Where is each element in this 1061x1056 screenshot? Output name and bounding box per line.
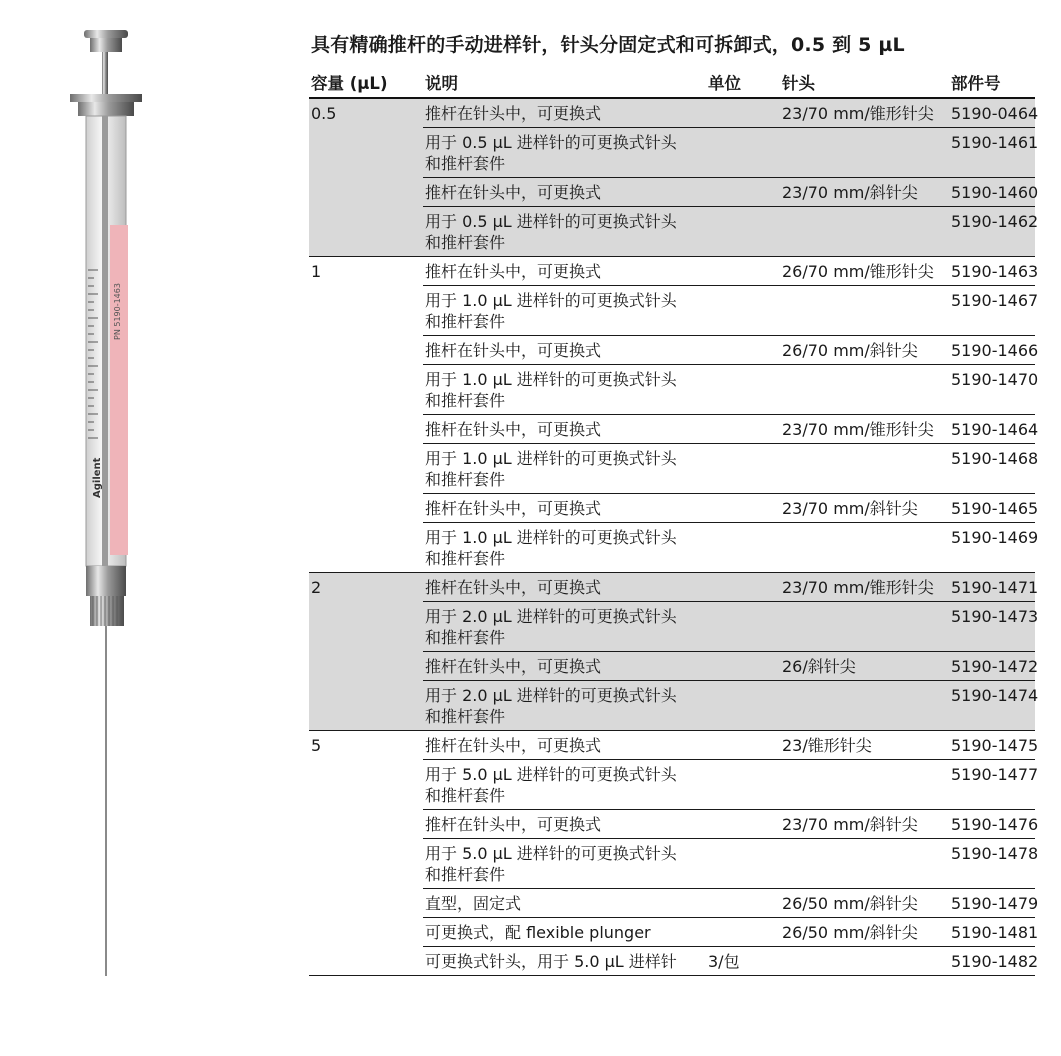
description-text: 可更换式，配 flexible plunger bbox=[425, 923, 651, 942]
description-cell bbox=[423, 257, 706, 286]
needle-cell bbox=[780, 128, 949, 178]
description-text: 推杆在针头中，可更换式 bbox=[425, 262, 602, 281]
description-text: 推杆在针头中，可更换式 bbox=[425, 815, 602, 834]
unit-cell bbox=[706, 336, 780, 365]
capacity-cell: 5 bbox=[309, 731, 423, 976]
unit-cell bbox=[706, 523, 780, 573]
unit-cell bbox=[706, 731, 780, 760]
unit-cell bbox=[706, 652, 780, 681]
description-cell bbox=[423, 573, 706, 602]
description-text: 用于 1.0 µL 进样针的可更换式针头 和推杆套件 bbox=[425, 528, 677, 568]
needle-cell: 23/70 mm/锥形针尖 bbox=[780, 573, 949, 602]
header-part-number: 部件号 bbox=[949, 66, 1035, 98]
unit-cell bbox=[706, 365, 780, 415]
part-number-cell: 5190-0464 bbox=[949, 98, 1035, 128]
part-number-cell: 5190-1471 bbox=[949, 573, 1035, 602]
description-cell bbox=[423, 207, 706, 257]
description-text: 用于 0.5 µL 进样针的可更换式针头 和推杆套件 bbox=[425, 133, 677, 173]
needle-cell bbox=[780, 760, 949, 810]
description-cell bbox=[423, 444, 706, 494]
needle-cell: 26/70 mm/斜针尖 bbox=[780, 336, 949, 365]
table-row bbox=[309, 98, 1035, 128]
part-number-cell: 5190-1472 bbox=[949, 652, 1035, 681]
needle-cell bbox=[780, 523, 949, 573]
description-cell bbox=[423, 810, 706, 839]
description-text: 用于 5.0 µL 进样针的可更换式针头 和推杆套件 bbox=[425, 844, 677, 884]
needle-cell: 23/70 mm/斜针尖 bbox=[780, 178, 949, 207]
part-number-cell: 5190-1479 bbox=[949, 889, 1035, 918]
description-text: 推杆在针头中，可更换式 bbox=[425, 657, 602, 676]
syringe-image bbox=[60, 20, 150, 980]
description-text: 用于 1.0 µL 进样针的可更换式针头 和推杆套件 bbox=[425, 449, 677, 489]
product-table bbox=[309, 66, 1039, 976]
needle-cell bbox=[780, 207, 949, 257]
needle-cell bbox=[780, 681, 949, 731]
needle-cell bbox=[780, 839, 949, 889]
part-number-cell: 5190-1464 bbox=[949, 415, 1035, 444]
part-number-cell: 5190-1461 bbox=[949, 128, 1035, 178]
part-number-cell: 5190-1470 bbox=[949, 365, 1035, 415]
description-cell bbox=[423, 336, 706, 365]
unit-cell bbox=[706, 286, 780, 336]
unit-cell bbox=[706, 98, 780, 128]
description-text: 推杆在针头中，可更换式 bbox=[425, 420, 602, 439]
part-number-cell: 5190-1473 bbox=[949, 602, 1035, 652]
description-text: 推杆在针头中，可更换式 bbox=[425, 183, 602, 202]
needle-cell bbox=[780, 444, 949, 494]
description-cell bbox=[423, 918, 706, 947]
unit-cell bbox=[706, 889, 780, 918]
part-number-cell: 5190-1478 bbox=[949, 839, 1035, 889]
table-header-row bbox=[309, 66, 1035, 98]
description-text: 用于 2.0 µL 进样针的可更换式针头 和推杆套件 bbox=[425, 686, 677, 726]
description-cell bbox=[423, 128, 706, 178]
part-number-cell: 5190-1460 bbox=[949, 178, 1035, 207]
needle-cell: 23/70 mm/锥形针尖 bbox=[780, 415, 949, 444]
description-cell bbox=[423, 947, 706, 976]
unit-cell bbox=[706, 760, 780, 810]
description-cell bbox=[423, 652, 706, 681]
syringe-part-label: PN 5190-1463 bbox=[113, 283, 122, 340]
capacity-cell: 2 bbox=[309, 573, 423, 731]
needle-cell: 23/锥形针尖 bbox=[780, 731, 949, 760]
description-cell bbox=[423, 286, 706, 336]
part-number-cell: 5190-1462 bbox=[949, 207, 1035, 257]
description-cell bbox=[423, 889, 706, 918]
part-number-cell: 5190-1465 bbox=[949, 494, 1035, 523]
part-number-cell: 5190-1463 bbox=[949, 257, 1035, 286]
needle-cell: 26/50 mm/斜针尖 bbox=[780, 918, 949, 947]
header-unit: 单位 bbox=[706, 66, 780, 98]
needle-cell: 23/70 mm/斜针尖 bbox=[780, 810, 949, 839]
header-capacity: 容量 (µL) bbox=[309, 66, 423, 98]
unit-cell bbox=[706, 839, 780, 889]
description-text: 推杆在针头中，可更换式 bbox=[425, 499, 602, 518]
unit-cell bbox=[706, 207, 780, 257]
description-text: 用于 1.0 µL 进样针的可更换式针头 和推杆套件 bbox=[425, 370, 677, 410]
part-number-cell: 5190-1482 bbox=[949, 947, 1035, 976]
description-text: 直型，固定式 bbox=[425, 894, 522, 913]
unit-cell: 3/包 bbox=[706, 947, 780, 976]
description-cell bbox=[423, 98, 706, 128]
description-text: 用于 2.0 µL 进样针的可更换式针头 和推杆套件 bbox=[425, 607, 677, 647]
needle-cell bbox=[780, 365, 949, 415]
description-text: 推杆在针头中，可更换式 bbox=[425, 578, 602, 597]
description-text: 用于 5.0 µL 进样针的可更换式针头 和推杆套件 bbox=[425, 765, 677, 805]
description-text: 用于 0.5 µL 进样针的可更换式针头 和推杆套件 bbox=[425, 212, 677, 252]
description-cell bbox=[423, 602, 706, 652]
unit-cell bbox=[706, 257, 780, 286]
description-text: 用于 1.0 µL 进样针的可更换式针头 和推杆套件 bbox=[425, 291, 677, 331]
description-text: 推杆在针头中，可更换式 bbox=[425, 736, 602, 755]
needle-cell bbox=[780, 602, 949, 652]
description-cell bbox=[423, 494, 706, 523]
unit-cell bbox=[706, 681, 780, 731]
unit-cell bbox=[706, 178, 780, 207]
syringe-brand-label: Agilent bbox=[92, 457, 103, 498]
part-number-cell: 5190-1467 bbox=[949, 286, 1035, 336]
needle-cell: 26/70 mm/锥形针尖 bbox=[780, 257, 949, 286]
part-number-cell: 5190-1474 bbox=[949, 681, 1035, 731]
description-cell bbox=[423, 681, 706, 731]
description-text: 推杆在针头中，可更换式 bbox=[425, 104, 602, 123]
needle-cell: 23/70 mm/锥形针尖 bbox=[780, 98, 949, 128]
header-description: 说明 bbox=[423, 66, 706, 98]
capacity-cell: 1 bbox=[309, 257, 423, 573]
unit-cell bbox=[706, 128, 780, 178]
part-number-cell: 5190-1476 bbox=[949, 810, 1035, 839]
header-needle: 针头 bbox=[780, 66, 949, 98]
table-row bbox=[309, 257, 1035, 286]
description-cell bbox=[423, 178, 706, 207]
needle-cell: 26/斜针尖 bbox=[780, 652, 949, 681]
description-text: 推杆在针头中，可更换式 bbox=[425, 341, 602, 360]
unit-cell bbox=[706, 444, 780, 494]
part-number-cell: 5190-1481 bbox=[949, 918, 1035, 947]
capacity-cell: 0.5 bbox=[309, 98, 423, 257]
needle-cell: 23/70 mm/斜针尖 bbox=[780, 494, 949, 523]
needle-cell bbox=[780, 286, 949, 336]
description-cell bbox=[423, 760, 706, 810]
table-row bbox=[309, 573, 1035, 602]
needle-cell bbox=[780, 947, 949, 976]
unit-cell bbox=[706, 602, 780, 652]
part-number-cell: 5190-1466 bbox=[949, 336, 1035, 365]
unit-cell bbox=[706, 415, 780, 444]
description-cell bbox=[423, 839, 706, 889]
unit-cell bbox=[706, 810, 780, 839]
part-number-cell: 5190-1469 bbox=[949, 523, 1035, 573]
unit-cell bbox=[706, 918, 780, 947]
unit-cell bbox=[706, 573, 780, 602]
description-cell bbox=[423, 731, 706, 760]
description-cell bbox=[423, 365, 706, 415]
table-row bbox=[309, 731, 1035, 760]
part-number-cell: 5190-1475 bbox=[949, 731, 1035, 760]
unit-cell bbox=[706, 494, 780, 523]
description-text: 可更换式针头，用于 5.0 µL 进样针 bbox=[425, 952, 677, 971]
part-number-cell: 5190-1468 bbox=[949, 444, 1035, 494]
needle-cell: 26/50 mm/斜针尖 bbox=[780, 889, 949, 918]
page-title: 具有精确推杆的手动进样针，针头分固定式和可拆卸式，0.5 到 5 µL bbox=[311, 34, 905, 56]
description-cell bbox=[423, 415, 706, 444]
description-cell bbox=[423, 523, 706, 573]
part-number-cell: 5190-1477 bbox=[949, 760, 1035, 810]
